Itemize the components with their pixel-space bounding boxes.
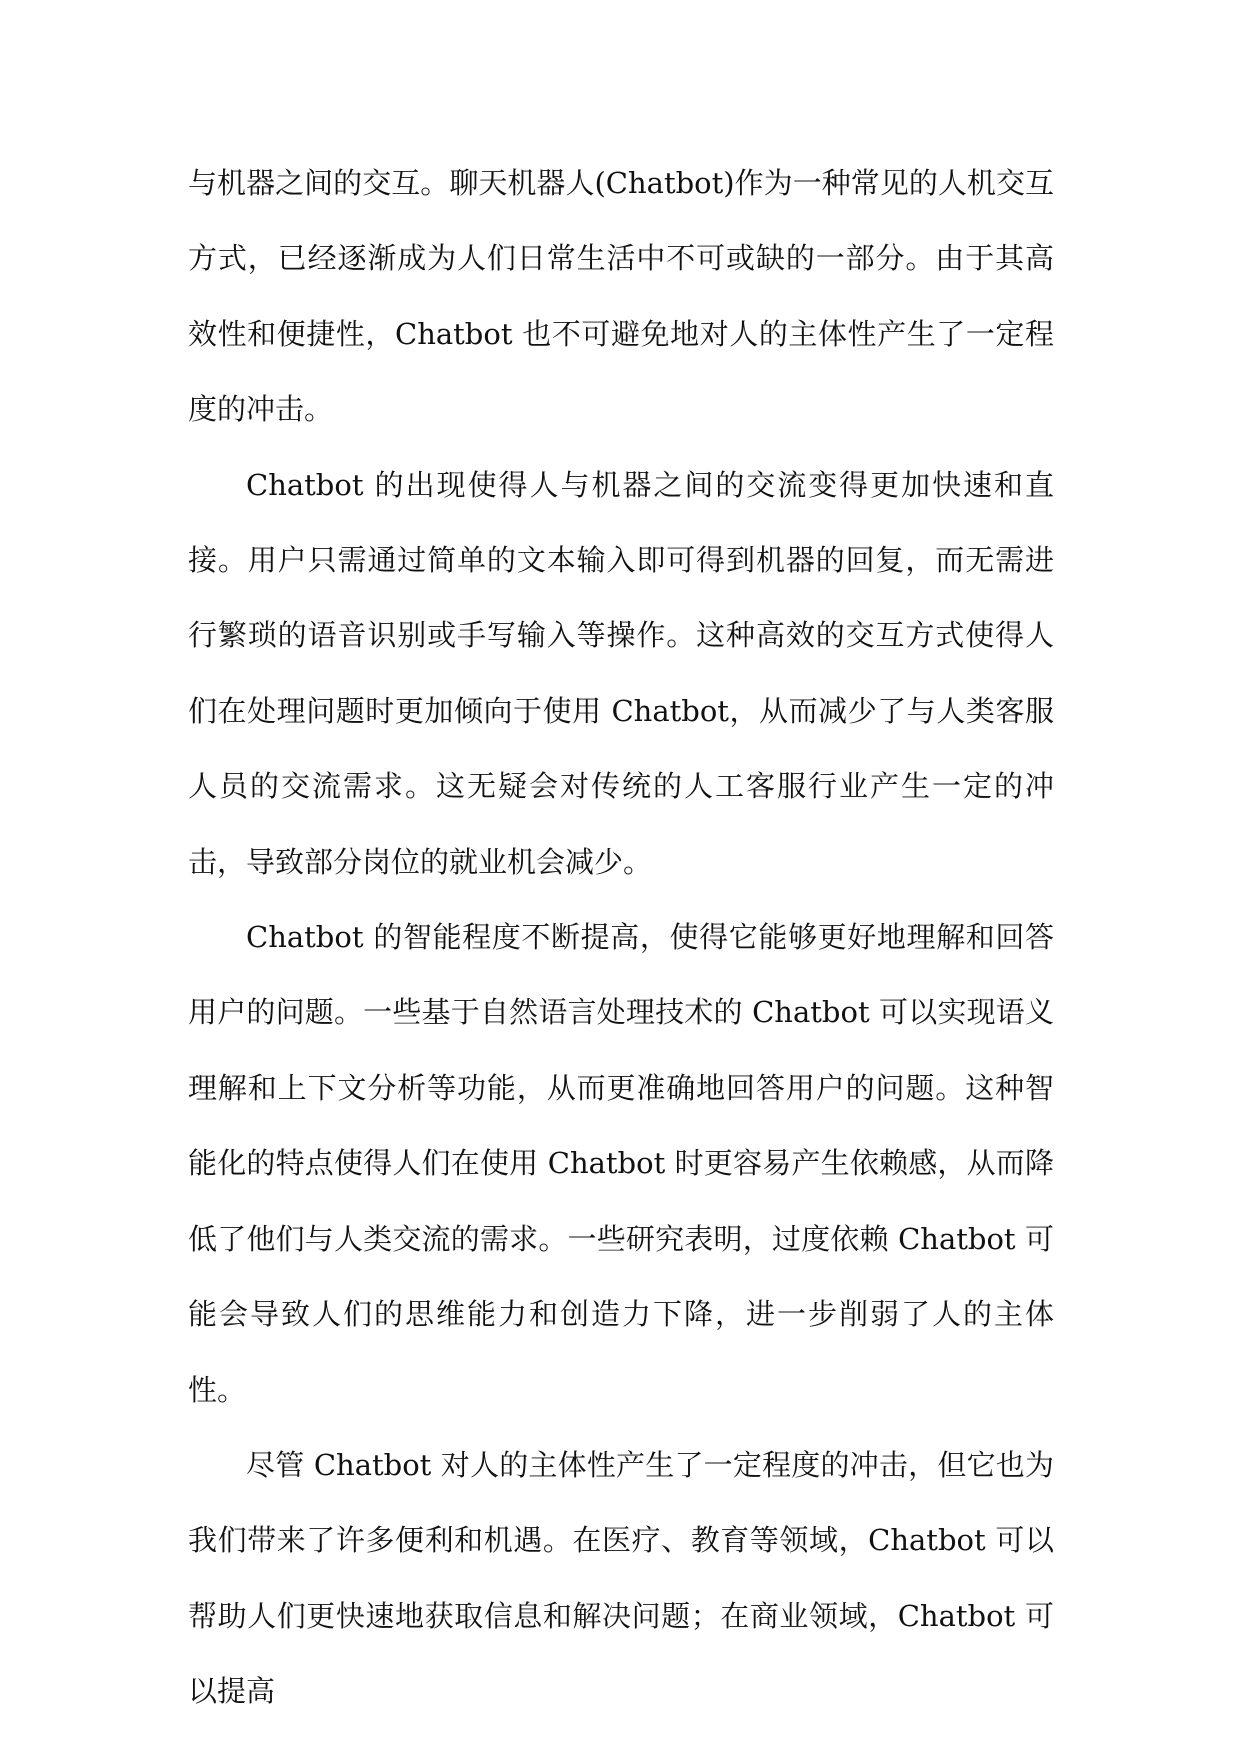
document-body (188, 146, 1054, 1730)
paragraph-2: Chatbot 的出现使得人与机器之间的交流变得更加快速和直接。用户只需通过简单的文本输入即可得到机器的回复，而无需进行繁琐的语音识别或手写输入等操作。这种高效的交互方式使得人们在处理问题时更加倾向于使用 Chatbot，从而减少了与人类客服人员的交流需求。这无疑会对传统的人工客服行业产生一定的冲击，导致部分岗位的就业机会减少。 (188, 467, 1054, 879)
paragraph-1: 与机器之间的交互。聊天机器人(Chatbot)作为一种常见的人机交互方式，已经逐渐成为人们日常生活中不可或缺的一部分。由于其高效性和便捷性，Chatbot 也不可避免地对人的主体性产生了一定程度的冲击。 (188, 166, 1054, 427)
paragraph-3: Chatbot 的智能程度不断提高，使得它能够更好地理解和回答用户的问题。一些基于自然语言处理技术的 Chatbot 可以实现语义理解和上下文分析等功能，从而更准确地回答用户的问题。这种智能化的特点使得人们在使用 Chatbot 时更容易产生依赖感，从而降低了他们与人类交流的需求。一些研究表明，过度依赖 Chatbot 可能会导致人们的思维能力和创造力下降，进一步削弱了人的主体性。 (188, 920, 1054, 1407)
paragraph-4: 尽管 Chatbot 对人的主体性产生了一定程度的冲击，但它也为我们带来了许多便利和机遇。在医疗、教育等领域，Chatbot 可以帮助人们更快速地获取信息和解决问题；在商业领域，Chatbot 可以提高 (188, 1447, 1054, 1709)
